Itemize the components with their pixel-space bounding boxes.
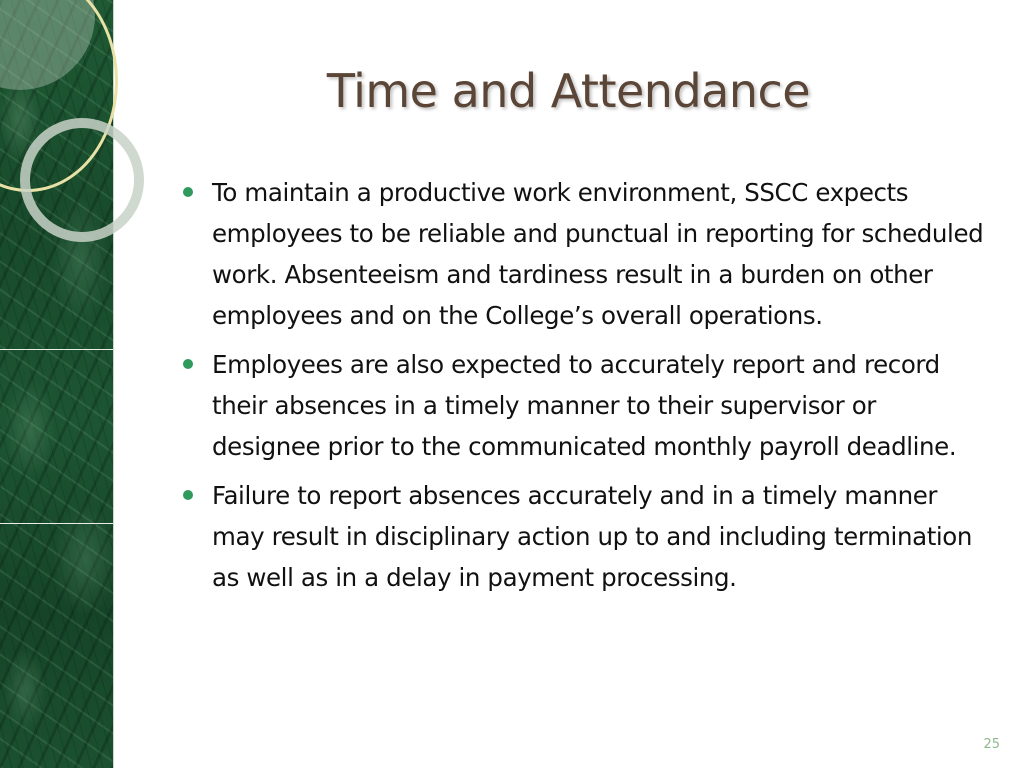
bullet-dot-icon <box>183 187 193 197</box>
bullet-text: To maintain a productive work environment, SSCC expects employees to be reliable and punctual in reporting for scheduled work. Absenteeism and tardiness result in a burden on other employees and on the College’s overall operations. <box>212 178 984 330</box>
decorative-grey-ring <box>20 118 144 242</box>
bullet-item <box>182 344 987 467</box>
bullet-item <box>182 172 987 336</box>
strip-divider <box>0 349 113 350</box>
bullet-list <box>182 172 987 606</box>
bullet-text: Failure to report absences accurately and in a timely manner may result in disciplinary action up to and including termination as well as in a delay in payment processing. <box>212 481 973 592</box>
bullet-text: Employees are also expected to accurately report and record their absences in a timely manner to their supervisor or designee prior to the communicated monthly payroll deadline. <box>212 350 957 461</box>
slide-title: Time and Attendance <box>326 64 811 118</box>
bullet-dot-icon <box>183 490 193 500</box>
bullet-dot-icon <box>183 359 193 369</box>
decorative-marble-strip <box>0 0 114 768</box>
bullet-item <box>182 475 987 598</box>
strip-divider <box>0 523 113 524</box>
page-number: 25 <box>983 737 1000 752</box>
